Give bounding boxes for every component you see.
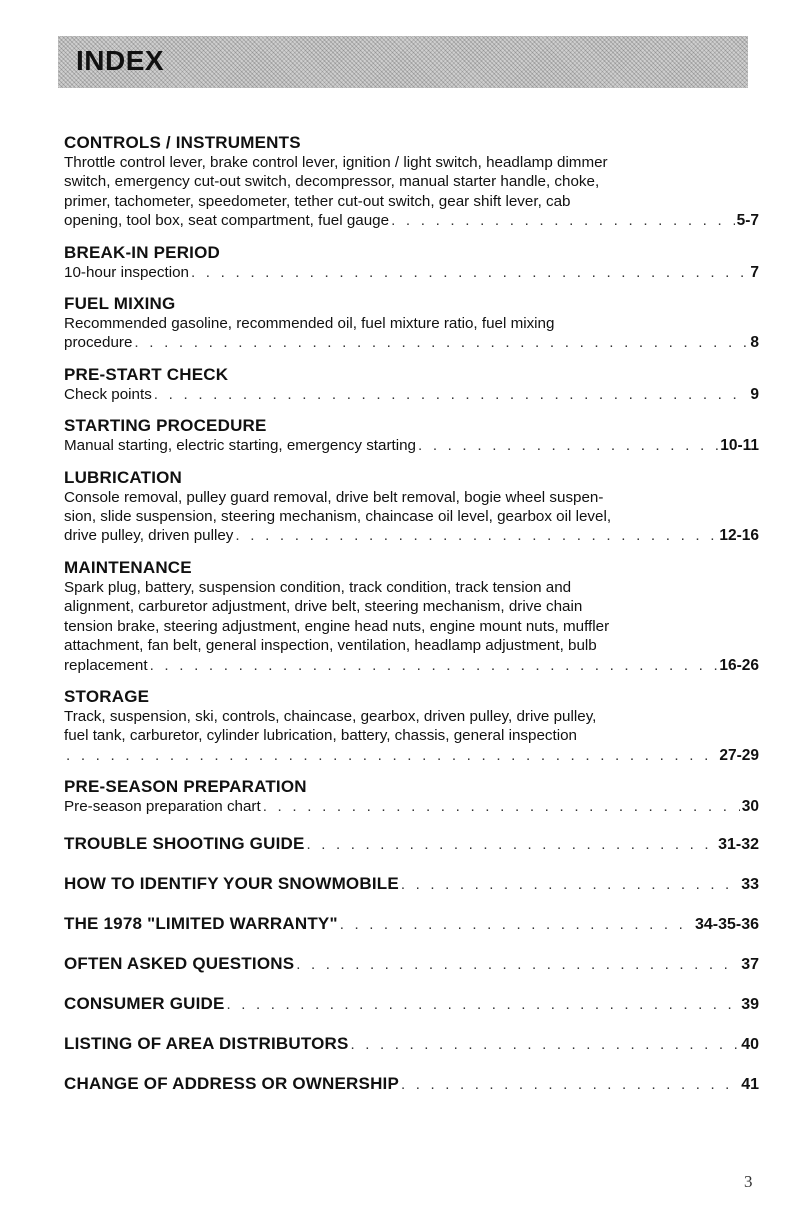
section-title: STARTING PROCEDURE — [64, 416, 267, 436]
section-description-line: Spark plug, battery, suspension condition, track condition, track tension and — [64, 578, 572, 596]
page-number: 3 — [744, 1172, 753, 1191]
page-reference: 33 — [741, 875, 759, 893]
index-section — [64, 687, 759, 765]
section-leader-line — [64, 436, 759, 455]
section-last-line: Manual starting, electric starting, emergency starting — [64, 437, 416, 455]
dot-leader — [391, 211, 735, 230]
section-description-line: Throttle control lever, brake control lever, ignition / light switch, headlamp dimmer — [64, 154, 608, 171]
section-description-line: attachment, fan belt, general inspection, ventilation, headlamp adjustment, bulb — [64, 637, 597, 655]
page-reference: 27-29 — [719, 746, 759, 764]
section-description-line: Track, suspension, ski, controls, chaincase, gearbox, driven pulley, drive pulley, — [64, 707, 597, 725]
page-reference: 9 — [750, 385, 759, 403]
dot-leader — [401, 1074, 739, 1096]
dot-leader — [227, 994, 740, 1016]
entry-title: CONSUMER GUIDE — [64, 993, 225, 1013]
page-reference: 8 — [750, 334, 759, 352]
page-reference: 39 — [741, 995, 759, 1013]
page-reference: 5-7 — [736, 212, 759, 230]
dot-leader — [191, 263, 748, 282]
entry-title: OFTEN ASKED QUESTIONS — [64, 953, 295, 973]
section-title: STORAGE — [64, 686, 150, 706]
index-sections — [64, 133, 759, 817]
section-last-line: replacement — [64, 656, 148, 674]
section-description-line: switch, emergency cut-out switch, decompressor, manual starter handle, choke, — [64, 173, 600, 191]
page-reference: 31-32 — [718, 835, 759, 853]
page-reference: 7 — [750, 263, 759, 281]
page-reference: 34-35-36 — [694, 915, 759, 933]
dot-leader — [235, 526, 717, 545]
section-description-line: tension brake, steering adjustment, engine head nuts, engine mount nuts, muffler — [64, 617, 610, 635]
section-description-line: Recommended gasoline, recommended oil, fuel mixture ratio, fuel mixing — [64, 315, 555, 333]
section-last-line: Pre-season preparation chart — [64, 798, 261, 816]
section-last-line: opening, tool box, seat compartment, fuel gauge — [64, 212, 390, 230]
entry-title: CHANGE OF ADDRESS OR OWNERSHIP — [64, 1073, 400, 1093]
section-description-line: fuel tank, carburetor, cylinder lubrication, battery, chassis, general inspection — [64, 727, 577, 745]
index-section — [64, 133, 759, 231]
entry-title: LISTING OF AREA DISTRIBUTORS — [64, 1033, 349, 1053]
dot-leader — [296, 954, 739, 976]
entry-title: HOW TO IDENTIFY YOUR SNOWMOBILE — [64, 873, 399, 893]
section-leader-line — [64, 333, 759, 352]
page-reference: 12-16 — [719, 527, 759, 545]
section-last-line: drive pulley, driven pulley — [64, 527, 234, 545]
section-title: BREAK-IN PERIOD — [64, 242, 221, 262]
entry-title: TROUBLE SHOOTING GUIDE — [64, 833, 305, 853]
section-last-line: 10-hour inspection — [64, 263, 189, 281]
dot-leader — [263, 797, 740, 816]
index-entry — [64, 953, 759, 976]
section-title: PRE-SEASON PREPARATION — [64, 777, 307, 797]
index-content — [64, 133, 759, 1096]
index-section — [64, 468, 759, 546]
page-reference: 16-26 — [719, 656, 759, 674]
index-entry — [64, 913, 759, 936]
index-section — [64, 294, 759, 353]
dot-leader — [134, 333, 748, 352]
index-entry — [64, 1073, 759, 1096]
section-description-line: Console removal, pulley guard removal, drive belt removal, bogie wheel suspen- — [64, 488, 604, 506]
section-title: PRE-START CHECK — [64, 364, 229, 384]
dot-leader — [351, 1034, 740, 1056]
dot-leader — [154, 385, 749, 404]
index-entry — [64, 873, 759, 896]
page-reference: 37 — [741, 955, 759, 973]
section-leader-line — [64, 797, 759, 816]
entry-title: THE 1978 "LIMITED WARRANTY" — [64, 913, 338, 933]
index-section — [64, 243, 759, 282]
index-entry — [64, 993, 759, 1016]
section-last-line: Check points — [64, 385, 152, 403]
section-title: MAINTENANCE — [64, 557, 192, 577]
index-standalone-entries — [64, 833, 759, 1096]
section-leader-line — [64, 385, 759, 404]
index-entry — [64, 1033, 759, 1056]
page-title: INDEX — [76, 45, 165, 76]
page-reference: 41 — [741, 1075, 759, 1093]
page-reference: 10-11 — [720, 437, 759, 455]
index-entry — [64, 833, 759, 856]
section-last-line: procedure — [64, 334, 133, 352]
page-reference: 30 — [741, 798, 759, 816]
dot-leader — [340, 914, 693, 936]
section-title: CONTROLS / INSTRUMENTS — [64, 133, 301, 152]
section-leader-line — [64, 656, 759, 675]
dot-leader — [418, 436, 718, 455]
index-banner — [58, 36, 748, 88]
section-leader-line — [64, 263, 759, 282]
index-section — [64, 777, 759, 816]
section-leader-line — [64, 746, 759, 765]
section-description-line: alignment, carburetor adjustment, drive belt, steering mechanism, drive chain — [64, 598, 583, 616]
index-section — [64, 416, 759, 455]
dot-leader — [66, 746, 717, 765]
dot-leader — [401, 874, 739, 896]
index-section — [64, 365, 759, 404]
section-description-line: sion, slide suspension, steering mechanism, chaincase oil level, gearbox oil level, — [64, 508, 612, 526]
section-title: FUEL MIXING — [64, 294, 176, 314]
dot-leader — [307, 834, 717, 856]
page-reference: 40 — [741, 1035, 759, 1053]
dot-leader — [150, 656, 718, 675]
section-title: LUBRICATION — [64, 467, 183, 487]
section-leader-line — [64, 526, 759, 545]
section-description-line: primer, tachometer, speedometer, tether cut-out switch, gear shift lever, cab — [64, 192, 571, 210]
index-section — [64, 558, 759, 675]
section-leader-line — [64, 211, 759, 230]
